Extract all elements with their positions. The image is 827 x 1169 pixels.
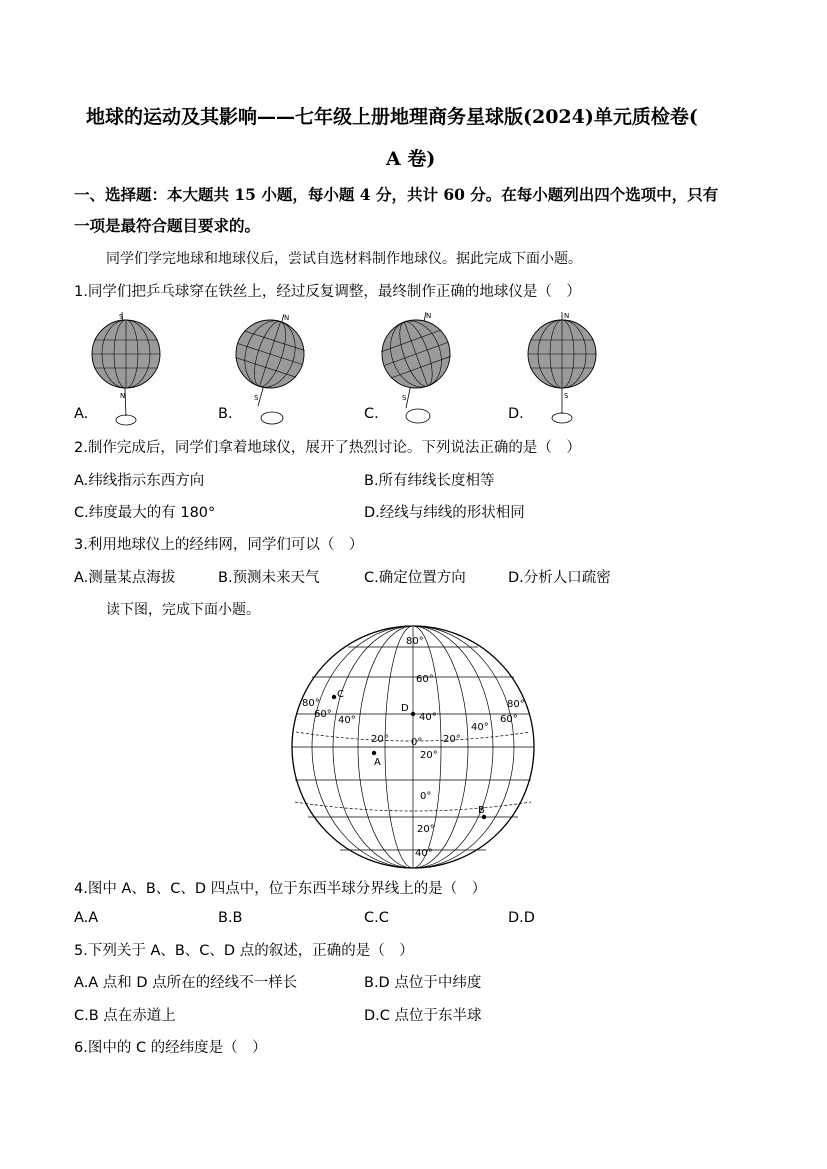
q4-option-a: A.A (74, 910, 99, 926)
globe-a-pole-n: N (120, 392, 126, 400)
lat-label-40s: 40° (415, 848, 433, 859)
q1-label-c: C. (364, 406, 379, 422)
globe-b-pole-n: N (284, 314, 290, 322)
point-d-label: D (401, 703, 409, 714)
section-header-line1: 一、选择题：本大题共 15 小题，每小题 4 分，共计 60 分。在每小题列出四个选项中，只有 (74, 185, 719, 204)
lon-label-20e: 20° (443, 734, 461, 745)
lat-label-60: 60° (416, 674, 434, 685)
globe-c-pole-n: N (426, 312, 432, 320)
lon-label-60w: 60° (314, 709, 332, 720)
lon-label-80w: 80° (302, 698, 320, 709)
page-title-line1: 地球的运动及其影响——七年级上册地理商务星球版(2024)单元质检卷( (86, 106, 698, 128)
lon-label-0: 0° (411, 737, 423, 748)
q3-option-d: D.分析人口疏密 (508, 570, 611, 586)
point-d-marker (411, 712, 415, 716)
intro-text-1: 同学们学完地球和地球仪后，尝试自选材料制作地球仪。据此完成下面小题。 (106, 251, 582, 267)
q5-option-b: B.D 点位于中纬度 (364, 975, 482, 991)
point-c-marker (332, 695, 336, 699)
point-a-label: A (374, 757, 381, 768)
q1-label-a: A. (74, 406, 89, 422)
q3-option-b: B.预测未来天气 (218, 570, 320, 586)
lon-label-60e: 60° (500, 714, 518, 725)
lon-label-80e: 80° (507, 699, 525, 710)
q1-label-b: B. (218, 406, 233, 422)
question-1-stem: 1.同学们把乒乓球穿在铁丝上，经过反复调整，最终制作正确的地球仪是（ ） (74, 284, 581, 300)
question-3-stem: 3.利用地球仪上的经纬网，同学们可以（ ） (74, 537, 364, 553)
globe-c-pole-s: S (402, 394, 407, 402)
q2-option-d: D.经线与纬线的形状相同 (364, 505, 525, 521)
point-c-label: C (337, 689, 344, 700)
q3-option-c: C.确定位置方向 (364, 570, 466, 586)
q2-option-b: B.所有纬线长度相等 (364, 473, 495, 489)
q5-option-d: D.C 点位于东半球 (364, 1008, 482, 1024)
point-a-marker (372, 751, 376, 755)
lat-label-80: 80° (406, 636, 424, 647)
lat-label-20n: 20° (420, 750, 438, 761)
point-b-label: B (478, 805, 485, 816)
q5-option-a: A.A 点和 D 点所在的经线不一样长 (74, 975, 298, 991)
question-4-stem: 4.图中 A、B、C、D 四点中，位于东西半球分界线上的是（ ） (74, 881, 487, 897)
lat-label-0: 0° (420, 791, 432, 802)
q2-option-c: C.纬度最大的有 180° (74, 505, 216, 521)
q3-option-a: A.测量某点海拔 (74, 570, 176, 586)
q4-option-c: C.C (364, 910, 389, 926)
lat-label-40n: 40° (419, 712, 437, 723)
lon-label-20w: 20° (371, 734, 389, 745)
globe-d-pole-n: N (564, 312, 570, 320)
graticule-globe (282, 622, 546, 872)
lon-label-40e: 40° (471, 722, 489, 733)
question-5-stem: 5.下列关于 A、B、C、D 点的叙述，正确的是（ ） (74, 943, 414, 959)
lat-label-20s: 20° (417, 824, 435, 835)
globe-d-pole-s: S (564, 392, 569, 400)
q1-label-d: D. (508, 406, 524, 422)
q4-option-b: B.B (218, 910, 243, 926)
intro-text-2: 读下图，完成下面小题。 (106, 602, 260, 618)
section-header-line2: 一项是最符合题目要求的。 (74, 216, 261, 235)
lon-label-40w: 40° (338, 715, 356, 726)
q5-option-c: C.B 点在赤道上 (74, 1008, 176, 1024)
q2-option-a: A.纬线指示东西方向 (74, 473, 205, 489)
page-title-line2: A 卷) (386, 148, 436, 170)
q4-option-d: D.D (508, 910, 535, 926)
question-6-stem: 6.图中的 C 的经纬度是（ ） (74, 1040, 267, 1056)
question-2-stem: 2.制作完成后，同学们拿着地球仪，展开了热烈讨论。下列说法正确的是（ ） (74, 440, 581, 456)
globe-a-pole-s: S (119, 313, 124, 321)
globe-b-pole-s: S (254, 394, 259, 402)
